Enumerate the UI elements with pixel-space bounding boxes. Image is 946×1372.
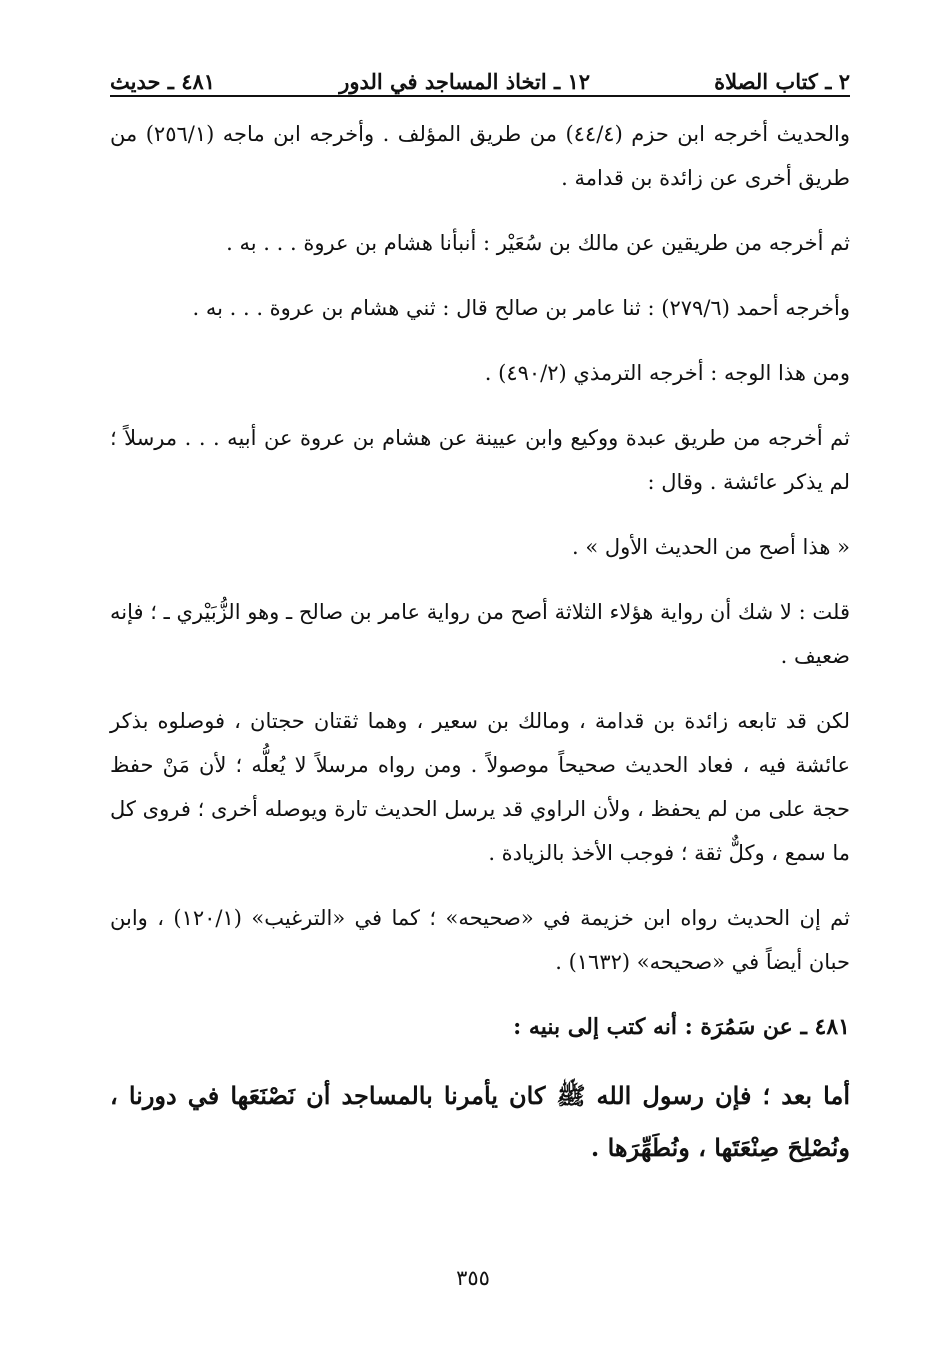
header-hadith-number: ٤٨١ ـ حديث <box>110 69 216 94</box>
paragraph-1: والحديث أخرجه ابن حزم (٤٤/٤) من طريق المؤلف . وأخرجه ابن ماجه (٢٥٦/١) من طريق أخرى عن زائدة بن قدامة . <box>110 122 850 190</box>
header-book-title: ٢ ـ كتاب الصلاة <box>714 69 850 94</box>
hadith-heading: ٤٨١ ـ عن سَمُرَة : أنه كتب إلى بنيه : <box>513 1014 850 1040</box>
paragraph-2: ثم أخرجه من طريقين عن مالك بن سُعَيْر : أنبأنا هشام بن عروة . . . به . <box>226 231 850 255</box>
paragraph-7: قلت : لا شك أن رواية هؤلاء الثلاثة أصح من رواية عامر بن صالح ـ وهو الزُّبَيْري ـ ؛ فإنه ضعيف . <box>110 600 850 668</box>
paragraph-3: وأخرجه أحمد (٢٧٩/٦) : ثنا عامر بن صالح قال : ثني هشام بن عروة . . . به . <box>192 296 850 320</box>
paragraph-8: لكن قد تابعه زائدة بن قدامة ، ومالك بن سعير ، وهما ثقتان حجتان ، فوصلوه بذكر عائشة فيه ، فعاد الحديث صحيحاً موصولاً . ومن رواه مرسلاً لا يُعلُّه ؛ لأن مَنْ حفظ حجة على من لم يحفظ ، ولأن الراوي قد يرسل الحديث تارة ويوصله أخرى ؛ فروى كل ما سمع ، وكلٌّ ثقة ؛ فوجب الأخذ بالزيادة . <box>110 709 850 865</box>
header-divider <box>110 95 850 97</box>
paragraph-4: ومن هذا الوجه : أخرجه الترمذي (٤٩٠/٢) . <box>484 361 850 385</box>
header-chapter-title: ١٢ ـ اتخاذ المساجد في الدور <box>339 69 591 94</box>
paragraph-9: ثم إن الحديث رواه ابن خزيمة في «صحيحه» ؛ كما في «الترغيب» (١٢٠/١) ، وابن حبان أيضاً في «صحيحه» (١٦٣٢) . <box>110 906 850 974</box>
main-text <box>110 112 850 1195</box>
paragraph-6: « هذا أصح من الحديث الأول » . <box>572 535 850 559</box>
paragraph-5: ثم أخرجه من طريق عبدة ووكيع وابن عيينة عن هشام بن عروة عن أبيه . . . مرسلاً ؛ لم يذكر عائشة . وقال : <box>110 426 850 494</box>
running-header <box>110 54 850 94</box>
page-number: ٣٥٥ <box>456 1266 490 1290</box>
hadith-text: أما بعد ؛ فإن رسول الله ﷺ كان يأمرنا بالمساجد أن نَصْنَعَها في دورنا ، ونُصْلِحَ صِنْعَتَها ، ونُطَهِّرَها . <box>110 1081 850 1162</box>
